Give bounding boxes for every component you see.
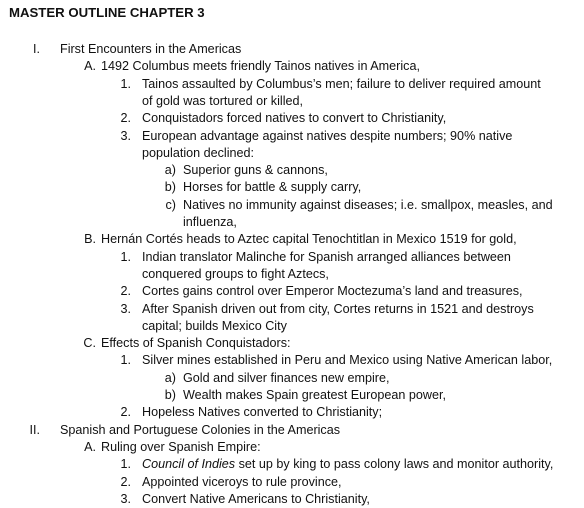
outline-marker: 3.	[120, 301, 131, 316]
outline-marker: 2.	[120, 111, 131, 126]
outline-text: Convert Native Americans to Christianity,	[142, 491, 370, 506]
outline-emphasis: Council of Indies	[142, 457, 236, 472]
outline-marker: c)	[165, 197, 176, 212]
outline-text: influenza,	[183, 215, 237, 229]
outline-marker: 1.	[120, 249, 131, 264]
outline-line	[0, 230, 584, 248]
outline-line	[0, 421, 584, 439]
outline-line	[0, 282, 584, 300]
outline-line	[0, 40, 584, 58]
outline-line	[0, 109, 584, 127]
outline-line	[0, 369, 584, 387]
outline-marker: C.	[83, 336, 96, 351]
outline-marker: 2.	[120, 284, 131, 299]
outline-line	[0, 490, 584, 508]
outline-marker: 3.	[120, 491, 131, 506]
outline-line	[0, 473, 584, 491]
outline-line	[0, 403, 584, 421]
outline-line	[0, 178, 584, 196]
outline-line	[0, 265, 584, 283]
outline-marker: 1.	[120, 353, 131, 368]
outline-text: Wealth makes Spain greatest European power,	[183, 388, 446, 402]
outline-line	[0, 144, 584, 162]
outline-line	[0, 161, 584, 179]
outline-text: of gold was tortured or killed,	[142, 93, 304, 108]
outline-marker: a)	[164, 163, 176, 178]
outline-marker: A.	[84, 59, 96, 74]
outline-marker: b)	[164, 388, 176, 402]
outline-text: Cortes gains control over Emperor Moctezuma’s land and treasures,	[142, 284, 523, 299]
outline-text: After Spanish driven out from city, Cortes returns in 1521 and destroys	[142, 301, 534, 316]
outline-text-rest: set up by king to pass colony laws and monitor authority,	[238, 457, 554, 472]
outline-marker: 2.	[120, 474, 131, 489]
outline-marker: a)	[164, 370, 176, 385]
outline-text: Tainos assaulted by Columbus’s men; failure to deliver required amount	[142, 76, 541, 91]
outline-text: Indian translator Malinche for Spanish arranged alliances between	[142, 249, 511, 264]
outline-line	[0, 127, 584, 145]
outline-text: Spanish and Portuguese Colonies in the Americas	[60, 422, 341, 437]
outline-marker: I.	[33, 42, 40, 56]
outline-marker: A.	[84, 439, 96, 454]
outline-text: First Encounters in the Americas	[60, 42, 242, 56]
outline-marker: 2.	[120, 405, 131, 420]
outline-line	[0, 455, 584, 473]
outline-text: population declined:	[142, 145, 255, 160]
outline-text: European advantage against natives despite numbers; 90% native	[142, 128, 513, 143]
outline-text: conquered groups to fight Aztecs,	[142, 266, 329, 281]
outline-marker: 1.	[120, 76, 131, 91]
outline-marker: 1.	[120, 457, 131, 472]
outline-line	[0, 213, 584, 231]
outline-line	[0, 317, 584, 335]
outline-text: Gold and silver finances new empire,	[183, 370, 390, 385]
outline-text: capital; builds Mexico City	[142, 318, 287, 333]
outline-text: Effects of Spanish Conquistadors:	[101, 336, 291, 351]
outline-text: Ruling over Spanish Empire:	[101, 439, 261, 454]
outline-text: Hernán Cortés heads to Aztec capital Tenochtitlan in Mexico 1519 for gold,	[101, 232, 517, 247]
outline-text: Natives no immunity against diseases; i.e. smallpox, measles, and	[183, 197, 553, 212]
outline-text: Hopeless Natives converted to Christianity;	[142, 405, 383, 420]
outline-marker: b)	[164, 180, 176, 195]
outline-marker: B.	[84, 232, 96, 247]
outline-line	[0, 351, 584, 369]
outline-line	[0, 92, 584, 110]
outline-line	[0, 248, 584, 266]
outline-line	[0, 300, 584, 318]
outline-line	[0, 75, 584, 93]
outline-text: Horses for battle & supply carry,	[183, 180, 362, 195]
outline-text: 1492 Columbus meets friendly Tainos natives in America,	[101, 59, 420, 74]
outline-marker: II.	[29, 422, 40, 437]
outline-line	[0, 196, 584, 214]
outline-line	[0, 386, 584, 404]
outline-line	[0, 438, 584, 456]
outline-text: Silver mines established in Peru and Mexico using Native American labor,	[142, 353, 553, 368]
outline-line	[0, 57, 584, 75]
outline-text: Appointed viceroys to rule province,	[142, 474, 342, 489]
outline-line	[0, 334, 584, 352]
outline-text: Superior guns & cannons,	[183, 163, 328, 178]
outline-marker: 3.	[120, 128, 131, 143]
outline-text: Conquistadors forced natives to convert to Christianity,	[142, 111, 447, 126]
document-title: MASTER OUTLINE CHAPTER 3	[9, 5, 205, 20]
outline-text	[142, 455, 553, 473]
